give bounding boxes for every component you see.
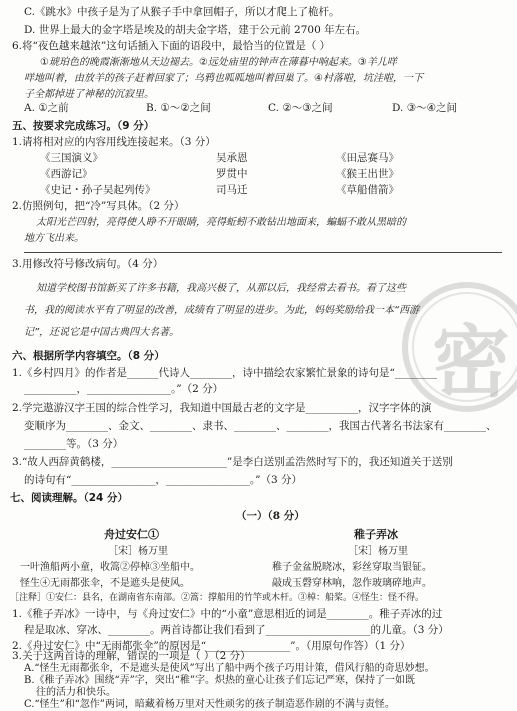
s5-question-1: 1.请将相对应的内容用线连接起来。（3 分） [12, 136, 216, 148]
s7-q3-option-b-line-1: B.《稚子弄冰》围绕“弄”字，突出“稚”字。炽热的童心让孩子们忘记严寒，保持了一如既 [24, 675, 415, 686]
poem-2-title: 稚子弄冰 [354, 528, 398, 541]
book-item: 《史记・孙子吴起列传》 [40, 184, 156, 196]
s6-question-2-line-1: 2.学完遨游汉字王国的综合性学习，我知道中国最古老的文字是__________，汉字字体的演 [12, 402, 432, 414]
author-item: 司马迁 [216, 184, 248, 196]
s6-question-1-line-1: 1.《乡村四月》的作者是______代诗人________，诗中描绘农家繁忙景象的诗句是“________ [12, 367, 437, 379]
section-6-title: 六、根据所学内容填空。（8 分） [12, 350, 165, 362]
s5-question-3: 3.用修改符号修改病句。（4 分） [12, 258, 164, 270]
s7-q3-option-c: C.“怪生”和“忽作”两词，暗藏着杨万里对天性顽劣的孩子制造恶作剧的不满与责怪。 [24, 699, 395, 710]
answer-line[interactable] [24, 252, 502, 253]
s7-q3-option-a: A.“怪生无雨都张伞，不是遮头是使风”写出了船中两个孩子巧用计策，借风行船的奇思妙想。 [24, 663, 435, 674]
question-6: 6.将“夜色越来越浓”这句话插入下面的语段中，最恰当的位置是（ ） [12, 40, 331, 52]
s6-question-3-line-1: 3.“故人西辞黄鹤楼，______________________”是李白送别孟浩然时写下的，我还知道关于送别 [12, 456, 453, 468]
story-item: 《草船借箭》 [336, 184, 399, 196]
q6-option-a: A. ①之前 [24, 102, 69, 114]
part-label: （一）（8 分） [236, 510, 305, 522]
s7-question-1-line-2: 程是取冰、穿冰、________。两首诗都让我们看到了____________________的儿童。（3 分） [24, 624, 449, 636]
book-item: 《三国演义》 [40, 152, 103, 164]
poem-1-author: ［宋］杨万里 [108, 546, 168, 557]
q6-passage-line-2: 咩地叫着，由放羊的孩子赶着回家了；乌鸦也呱呱地叫着回巢了。④村落啦，坑洼啦，一下 [24, 73, 423, 84]
section-5-title: 五、按要求完成练习。（9 分） [12, 120, 155, 132]
q6-option-b: B. ①～②之间 [146, 102, 211, 114]
q6-option-d: D. ③～④之间 [392, 102, 458, 114]
sick-sentence-line-1: 知道学校图书馆新买了许多书籍，我高兴极了，从那以后，我经常去看书。看了这些 [36, 283, 406, 294]
example-sentence-line-1: 太阳光芒四射，亮得使人睁不开眼睛，亮得蚯蚓不敢钻出地面来，蝙蝠不敢从黑暗的 [36, 217, 406, 228]
option-c-text: C.《跳水》中孩子是为了从猴子手中拿回帽子，所以才爬上了桅杆。 [24, 6, 340, 18]
example-sentence-line-2: 地方飞出来。 [24, 233, 84, 244]
s7-question-1-line-1: 1.《稚子弄冰》一诗中，与《舟过安仁》中的“小童”意思相近的词是________。稚子弄冰的过 [12, 608, 443, 620]
watermark-seal-char: 密 [432, 318, 511, 408]
s7-question-3: 3.关于这两首诗的理解，错误的一项是（ ）（2 分） [12, 650, 251, 662]
poem-1-title: 舟过安仁① [104, 528, 159, 541]
q6-option-c: C. ②～③之间 [268, 102, 333, 114]
book-item: 《西游记》 [40, 168, 93, 180]
poem-1-line-1: 一叶渔船两小童，收篙②停棹③坐船中。 [20, 562, 200, 573]
poem-2-line-2: 敲成玉磬穿林响，忽作玻璃碎地声。 [272, 578, 432, 589]
s6-question-2-line-3: ________等。（3 分） [24, 438, 124, 450]
poem-2-line-1: 稚子金盆脱晓冰，彩丝穿取当银钲。 [272, 562, 432, 573]
poem-2-author: ［宋］杨万里 [348, 546, 408, 557]
s6-question-1-line-2: __________，________________。”（2 分） [24, 383, 224, 395]
story-item: 《田忌赛马》 [336, 152, 399, 164]
s7-q3-option-b-line-2: 往的活力和快乐。 [36, 687, 116, 698]
author-item: 罗贯中 [216, 168, 248, 180]
s6-question-2-line-2: 变顺序为________、金文、________、隶书、________、________，我国古代著名书法家有________、 [24, 420, 497, 432]
section-7-title: 七、阅读理解。（24 分） [10, 492, 129, 504]
q6-passage-line-3: 子全都掉进了神秘的沉寂里。 [24, 89, 154, 100]
author-item: 吴承恩 [216, 152, 248, 164]
sick-sentence-line-3: 记”，还说它是中国古典四大名著。 [24, 327, 180, 338]
poem-1-line-2: 怪生④无雨都张伞，不是遮头是使风。 [20, 578, 190, 589]
s6-question-3-line-2: 的诗句有“________________，________________。”（3 分） [24, 474, 303, 486]
s7-question-2: 2.《舟过安仁》中“无雨都张伞”的原因是“________________”。（用原句作答）（1 分） [12, 640, 411, 652]
sick-sentence-line-2: 书，我的阅读水平有了明显的改善，成绩有了明显的进步。为此，妈妈奖励给我一本“西游 [24, 305, 420, 316]
option-d-text: D. 世界上最大的金字塔是埃及的胡夫金字塔，建于公元前 2700 年左右。 [24, 24, 367, 36]
q6-passage-line-1: ①琥珀色的晚霞渐渐地从天边褪去。②远处庙里的钟声在薄暮中响起来。③羊儿咩 [40, 57, 397, 68]
annotation-note: ［注释］①安仁：县名，在湖南省东南部。②篙：撑船用的竹竿或木杆。③棹：船桨。④怪生：怪不得。 [10, 593, 425, 603]
story-item: 《猴王出世》 [336, 168, 399, 180]
s5-question-2: 2.仿照例句，把“冷”写具体。（2 分） [12, 200, 185, 212]
